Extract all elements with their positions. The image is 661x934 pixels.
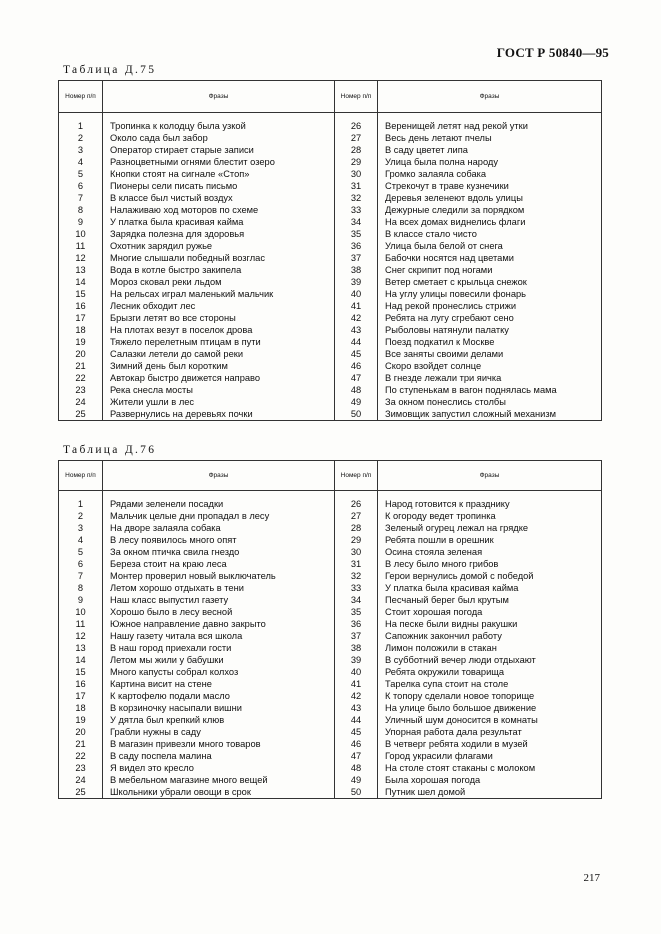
- row-number: 41: [335, 678, 378, 690]
- table-row: [59, 558, 602, 570]
- table-row: [59, 240, 602, 252]
- phrase-text: В лесу появилось много опят: [103, 534, 335, 546]
- phrase-text: В магазин привезли много товаров: [103, 738, 335, 750]
- phrase-text: Поезд подкатил к Москве: [378, 336, 602, 348]
- row-number: 47: [335, 372, 378, 384]
- table-row: [59, 192, 602, 204]
- row-number: 26: [335, 498, 378, 510]
- phrase-text: Рядами зеленели посадки: [103, 498, 335, 510]
- phrase-text: В лесу было много грибов: [378, 558, 602, 570]
- row-number: 13: [59, 642, 103, 654]
- row-number: 24: [59, 396, 103, 408]
- phrase-text: Веренищей летят над рекой утки: [378, 120, 602, 132]
- phrase-text: В саду цветет липа: [378, 144, 602, 156]
- phrase-text: У платка была красивая кайма: [103, 216, 335, 228]
- phrase-text: К огороду ведет тропинка: [378, 510, 602, 522]
- table-row: [59, 714, 602, 726]
- spacer-cell: [335, 113, 378, 121]
- column-header-number: Номер п/п: [335, 81, 378, 113]
- table-row: [59, 654, 602, 666]
- spacer-cell: [378, 113, 602, 121]
- phrase-text: Хорошо было в лесу весной: [103, 606, 335, 618]
- row-number: 48: [335, 384, 378, 396]
- table-row: [59, 120, 602, 132]
- phrase-text: Много капусты собрал колхоз: [103, 666, 335, 678]
- table-row: [59, 360, 602, 372]
- table-body: [59, 491, 602, 799]
- phrase-text: Зеленый огурец лежал на грядке: [378, 522, 602, 534]
- row-number: 20: [59, 726, 103, 738]
- row-number: 41: [335, 300, 378, 312]
- phrase-text: На песке были видны ракушки: [378, 618, 602, 630]
- column-header-phrases: Фразы: [103, 461, 335, 491]
- phrase-text: Была хорошая погода: [378, 774, 602, 786]
- row-number: 1: [59, 498, 103, 510]
- row-number: 46: [335, 738, 378, 750]
- table-row: [59, 690, 602, 702]
- phrase-text: К топору сделали новое топорище: [378, 690, 602, 702]
- table-row: [59, 786, 602, 799]
- row-number: 17: [59, 690, 103, 702]
- row-number: 10: [59, 228, 103, 240]
- phrase-text: Южное направление давно закрыто: [103, 618, 335, 630]
- row-number: 29: [335, 156, 378, 168]
- table-row: [59, 630, 602, 642]
- table-row: [59, 726, 602, 738]
- row-number: 7: [59, 570, 103, 582]
- row-number: 33: [335, 582, 378, 594]
- row-number: 7: [59, 192, 103, 204]
- phrase-text: Кнопки стоят на сигнале «Стоп»: [103, 168, 335, 180]
- row-number: 6: [59, 180, 103, 192]
- row-number: 30: [335, 546, 378, 558]
- table-row: [59, 396, 602, 408]
- table-spacer-row: [59, 491, 602, 499]
- row-number: 4: [59, 534, 103, 546]
- row-number: 2: [59, 132, 103, 144]
- phrase-text: Песчаный берег был крутым: [378, 594, 602, 606]
- table-row: [59, 300, 602, 312]
- column-header-phrases: Фразы: [378, 461, 602, 491]
- phrase-text: По ступенькам в вагон поднялась мама: [378, 384, 602, 396]
- phrase-text: Тяжело перелетным птицам в пути: [103, 336, 335, 348]
- phrase-text: Оператор стирает старые записи: [103, 144, 335, 156]
- phrase-text: Уличный шум доносится в комнаты: [378, 714, 602, 726]
- phrase-text: Налаживаю ход моторов по схеме: [103, 204, 335, 216]
- document-header: ГОСТ Р 50840—95: [496, 45, 609, 60]
- phrase-text: Громко залаяла собака: [378, 168, 602, 180]
- row-number: 24: [59, 774, 103, 786]
- row-number: 19: [59, 714, 103, 726]
- row-number: 15: [59, 288, 103, 300]
- row-number: 49: [335, 774, 378, 786]
- row-number: 49: [335, 396, 378, 408]
- table-row: [59, 348, 602, 360]
- table-row: [59, 642, 602, 654]
- row-number: 25: [59, 408, 103, 421]
- phrase-text: Скоро взойдет солнце: [378, 360, 602, 372]
- row-number: 27: [335, 510, 378, 522]
- phrase-text: Охотник зарядил ружье: [103, 240, 335, 252]
- table-row: [59, 738, 602, 750]
- row-number: 26: [335, 120, 378, 132]
- phrase-text: В мебельном магазине много вещей: [103, 774, 335, 786]
- row-number: 19: [59, 336, 103, 348]
- row-number: 23: [59, 384, 103, 396]
- table-row: [59, 570, 602, 582]
- row-number: 42: [335, 690, 378, 702]
- spacer-cell: [59, 113, 103, 121]
- phrase-text: К картофелю подали масло: [103, 690, 335, 702]
- table-row: [59, 312, 602, 324]
- phrase-text: Рыболовы натянули палатку: [378, 324, 602, 336]
- phrase-text: Летом хорошо отдыхать в тени: [103, 582, 335, 594]
- row-number: 17: [59, 312, 103, 324]
- phrase-text: На плотах везут в поселок дрова: [103, 324, 335, 336]
- row-number: 3: [59, 144, 103, 156]
- row-number: 40: [335, 666, 378, 678]
- phrase-text: Ребята пошли в орешник: [378, 534, 602, 546]
- phrase-text: В корзиночку насыпали вишни: [103, 702, 335, 714]
- table-row: [59, 582, 602, 594]
- row-number: 22: [59, 750, 103, 762]
- phrase-text: В классе был чистый воздух: [103, 192, 335, 204]
- row-number: 44: [335, 336, 378, 348]
- phrase-text: Лесник обходит лес: [103, 300, 335, 312]
- row-number: 40: [335, 288, 378, 300]
- phrase-text: Ребята окружили товарища: [378, 666, 602, 678]
- phrase-text: Пионеры сели писать письмо: [103, 180, 335, 192]
- row-number: 38: [335, 642, 378, 654]
- phrase-text: Сапожник закончил работу: [378, 630, 602, 642]
- phrase-text: На столе стоят стаканы с молоком: [378, 762, 602, 774]
- phrase-text: Зимовщик запустил сложный механизм: [378, 408, 602, 421]
- table-row: [59, 228, 602, 240]
- row-number: 43: [335, 702, 378, 714]
- phrase-text: Жители ушли в лес: [103, 396, 335, 408]
- phrase-text: В саду поспела малина: [103, 750, 335, 762]
- row-number: 18: [59, 324, 103, 336]
- row-number: 28: [335, 522, 378, 534]
- row-number: 5: [59, 168, 103, 180]
- row-number: 34: [335, 216, 378, 228]
- phrase-text: Упорная работа дала результат: [378, 726, 602, 738]
- row-number: 12: [59, 252, 103, 264]
- table-row: [59, 606, 602, 618]
- row-number: 10: [59, 606, 103, 618]
- row-number: 13: [59, 264, 103, 276]
- row-number: 30: [335, 168, 378, 180]
- row-number: 48: [335, 762, 378, 774]
- row-number: 34: [335, 594, 378, 606]
- phrase-text: Город украсили флагами: [378, 750, 602, 762]
- phrase-text: Осина стояла зеленая: [378, 546, 602, 558]
- spacer-cell: [103, 113, 335, 121]
- table-row: [59, 534, 602, 546]
- table-row: [59, 678, 602, 690]
- row-number: 39: [335, 276, 378, 288]
- row-number: 47: [335, 750, 378, 762]
- row-number: 45: [335, 726, 378, 738]
- phrase-text: На улице было большое движение: [378, 702, 602, 714]
- phrase-text: У дятла был крепкий клюв: [103, 714, 335, 726]
- phrase-text: Картина висит на стене: [103, 678, 335, 690]
- phrase-text: Я видел это кресло: [103, 762, 335, 774]
- table-row: [59, 156, 602, 168]
- phrase-text: Тарелка супа стоит на столе: [378, 678, 602, 690]
- row-number: 16: [59, 300, 103, 312]
- table-row: [59, 132, 602, 144]
- row-number: 32: [335, 192, 378, 204]
- row-number: 11: [59, 618, 103, 630]
- row-number: 36: [335, 240, 378, 252]
- table-row: [59, 594, 602, 606]
- row-number: 29: [335, 534, 378, 546]
- phrase-text: Автокар быстро движется направо: [103, 372, 335, 384]
- row-number: 2: [59, 510, 103, 522]
- phrase-text: Нашу газету читала вся школа: [103, 630, 335, 642]
- phrase-text: Вода в котле быстро закипела: [103, 264, 335, 276]
- row-number: 1: [59, 120, 103, 132]
- column-header-number: Номер п/п: [335, 461, 378, 491]
- phrase-text: Герои вернулись домой с победой: [378, 570, 602, 582]
- table-row: [59, 498, 602, 510]
- phrase-text: Зимний день был коротким: [103, 360, 335, 372]
- phrase-text: В классе стало чисто: [378, 228, 602, 240]
- row-number: 42: [335, 312, 378, 324]
- table-row: [59, 372, 602, 384]
- spacer-cell: [59, 491, 103, 499]
- row-number: 3: [59, 522, 103, 534]
- table-row: [59, 252, 602, 264]
- phrase-text: Развернулись на деревьях почки: [103, 408, 335, 421]
- row-number: 31: [335, 180, 378, 192]
- phrase-text: На рельсах играл маленький мальчик: [103, 288, 335, 300]
- table-row: [59, 168, 602, 180]
- table-row: [59, 522, 602, 534]
- phrases-table: [58, 80, 602, 421]
- row-number: 20: [59, 348, 103, 360]
- row-number: 35: [335, 606, 378, 618]
- phrase-text: Мороз сковал реки льдом: [103, 276, 335, 288]
- table-row: [59, 384, 602, 396]
- phrase-text: Стоит хорошая погода: [378, 606, 602, 618]
- table-spacer-row: [59, 113, 602, 121]
- phrase-text: Ветер сметает с крыльца снежок: [378, 276, 602, 288]
- phrase-text: Летом мы жили у бабушки: [103, 654, 335, 666]
- phrase-text: Береза стоит на краю леса: [103, 558, 335, 570]
- row-number: 9: [59, 216, 103, 228]
- table-caption: Таблица Д.75: [63, 64, 157, 76]
- phrases-table: [58, 460, 602, 799]
- phrase-text: Многие слышали победный возглас: [103, 252, 335, 264]
- phrase-text: На дворе залаяла собака: [103, 522, 335, 534]
- row-number: 33: [335, 204, 378, 216]
- phrase-text: Река снесла мосты: [103, 384, 335, 396]
- phrase-text: В гнезде лежали три яичка: [378, 372, 602, 384]
- row-number: 21: [59, 738, 103, 750]
- table-row: [59, 204, 602, 216]
- table-row: [59, 336, 602, 348]
- phrase-text: За окном птичка свила гнездо: [103, 546, 335, 558]
- row-number: 27: [335, 132, 378, 144]
- phrase-text: Зарядка полезна для здоровья: [103, 228, 335, 240]
- table-row: [59, 180, 602, 192]
- phrase-text: Стрекочут в траве кузнечики: [378, 180, 602, 192]
- table-row: [59, 750, 602, 762]
- table-row: [59, 510, 602, 522]
- table-body: [59, 113, 602, 421]
- spacer-cell: [378, 491, 602, 499]
- row-number: 37: [335, 630, 378, 642]
- table-row: [59, 324, 602, 336]
- phrase-text: В четверг ребята ходили в музей: [378, 738, 602, 750]
- phrase-text: Народ готовится к празднику: [378, 498, 602, 510]
- phrase-text: За окном понеслись столбы: [378, 396, 602, 408]
- row-number: 50: [335, 786, 378, 799]
- phrase-text: Монтер проверил новый выключатель: [103, 570, 335, 582]
- table-caption: Таблица Д.76: [63, 444, 157, 456]
- phrase-text: Наш класс выпустил газету: [103, 594, 335, 606]
- table-row: [59, 288, 602, 300]
- spacer-cell: [103, 491, 335, 499]
- row-number: 4: [59, 156, 103, 168]
- table-row: [59, 666, 602, 678]
- phrase-text: Брызги летят во все стороны: [103, 312, 335, 324]
- phrase-text: На всех домах виднелись флаги: [378, 216, 602, 228]
- phrase-text: Все заняты своими делами: [378, 348, 602, 360]
- row-number: 15: [59, 666, 103, 678]
- row-number: 23: [59, 762, 103, 774]
- phrase-text: У платка была красивая кайма: [378, 582, 602, 594]
- row-number: 6: [59, 558, 103, 570]
- row-number: 14: [59, 276, 103, 288]
- row-number: 25: [59, 786, 103, 799]
- phrase-text: Улица была белой от снега: [378, 240, 602, 252]
- phrase-text: В наш город приехали гости: [103, 642, 335, 654]
- row-number: 28: [335, 144, 378, 156]
- row-number: 12: [59, 630, 103, 642]
- column-header-phrases: Фразы: [103, 81, 335, 113]
- table-row: [59, 546, 602, 558]
- row-number: 44: [335, 714, 378, 726]
- phrase-text: В субботний вечер люди отдыхают: [378, 654, 602, 666]
- phrase-text: Школьники убрали овощи в срок: [103, 786, 335, 799]
- spacer-cell: [335, 491, 378, 499]
- phrase-text: Бабочки носятся над цветами: [378, 252, 602, 264]
- page-number: 217: [583, 872, 600, 884]
- table-row: [59, 264, 602, 276]
- phrase-text: Дежурные следили за порядком: [378, 204, 602, 216]
- row-number: 35: [335, 228, 378, 240]
- phrase-text: Весь день летают пчелы: [378, 132, 602, 144]
- row-number: 22: [59, 372, 103, 384]
- column-header-number: Номер п/п: [59, 461, 103, 491]
- phrase-text: Грабли нужны в саду: [103, 726, 335, 738]
- phrase-text: Ребята на лугу сгребают сено: [378, 312, 602, 324]
- row-number: 50: [335, 408, 378, 421]
- row-number: 9: [59, 594, 103, 606]
- row-number: 5: [59, 546, 103, 558]
- row-number: 37: [335, 252, 378, 264]
- column-header-phrases: Фразы: [378, 81, 602, 113]
- row-number: 21: [59, 360, 103, 372]
- row-number: 45: [335, 348, 378, 360]
- table-row: [59, 408, 602, 421]
- row-number: 39: [335, 654, 378, 666]
- row-number: 32: [335, 570, 378, 582]
- row-number: 8: [59, 582, 103, 594]
- phrase-text: Снег скрипит под ногами: [378, 264, 602, 276]
- row-number: 11: [59, 240, 103, 252]
- phrase-text: Салазки летели до самой реки: [103, 348, 335, 360]
- table-row: [59, 774, 602, 786]
- phrase-text: Лимон положили в стакан: [378, 642, 602, 654]
- phrase-text: Около сада был забор: [103, 132, 335, 144]
- table-row: [59, 702, 602, 714]
- phrase-text: Над рекой пронеслись стрижи: [378, 300, 602, 312]
- row-number: 18: [59, 702, 103, 714]
- phrase-text: На углу улицы повесили фонарь: [378, 288, 602, 300]
- row-number: 16: [59, 678, 103, 690]
- phrase-text: Тропинка к колодцу была узкой: [103, 120, 335, 132]
- row-number: 38: [335, 264, 378, 276]
- row-number: 43: [335, 324, 378, 336]
- phrase-text: Путник шел домой: [378, 786, 602, 799]
- row-number: 31: [335, 558, 378, 570]
- phrase-text: Разноцветными огнями блестит озеро: [103, 156, 335, 168]
- table-row: [59, 216, 602, 228]
- table-row: [59, 618, 602, 630]
- table-row: [59, 144, 602, 156]
- row-number: 36: [335, 618, 378, 630]
- column-header-number: Номер п/п: [59, 81, 103, 113]
- phrase-text: Улица была полна народу: [378, 156, 602, 168]
- row-number: 8: [59, 204, 103, 216]
- phrase-text: Деревья зеленеют вдоль улицы: [378, 192, 602, 204]
- phrase-text: Мальчик целые дни пропадал в лесу: [103, 510, 335, 522]
- table-row: [59, 762, 602, 774]
- row-number: 14: [59, 654, 103, 666]
- row-number: 46: [335, 360, 378, 372]
- table-row: [59, 276, 602, 288]
